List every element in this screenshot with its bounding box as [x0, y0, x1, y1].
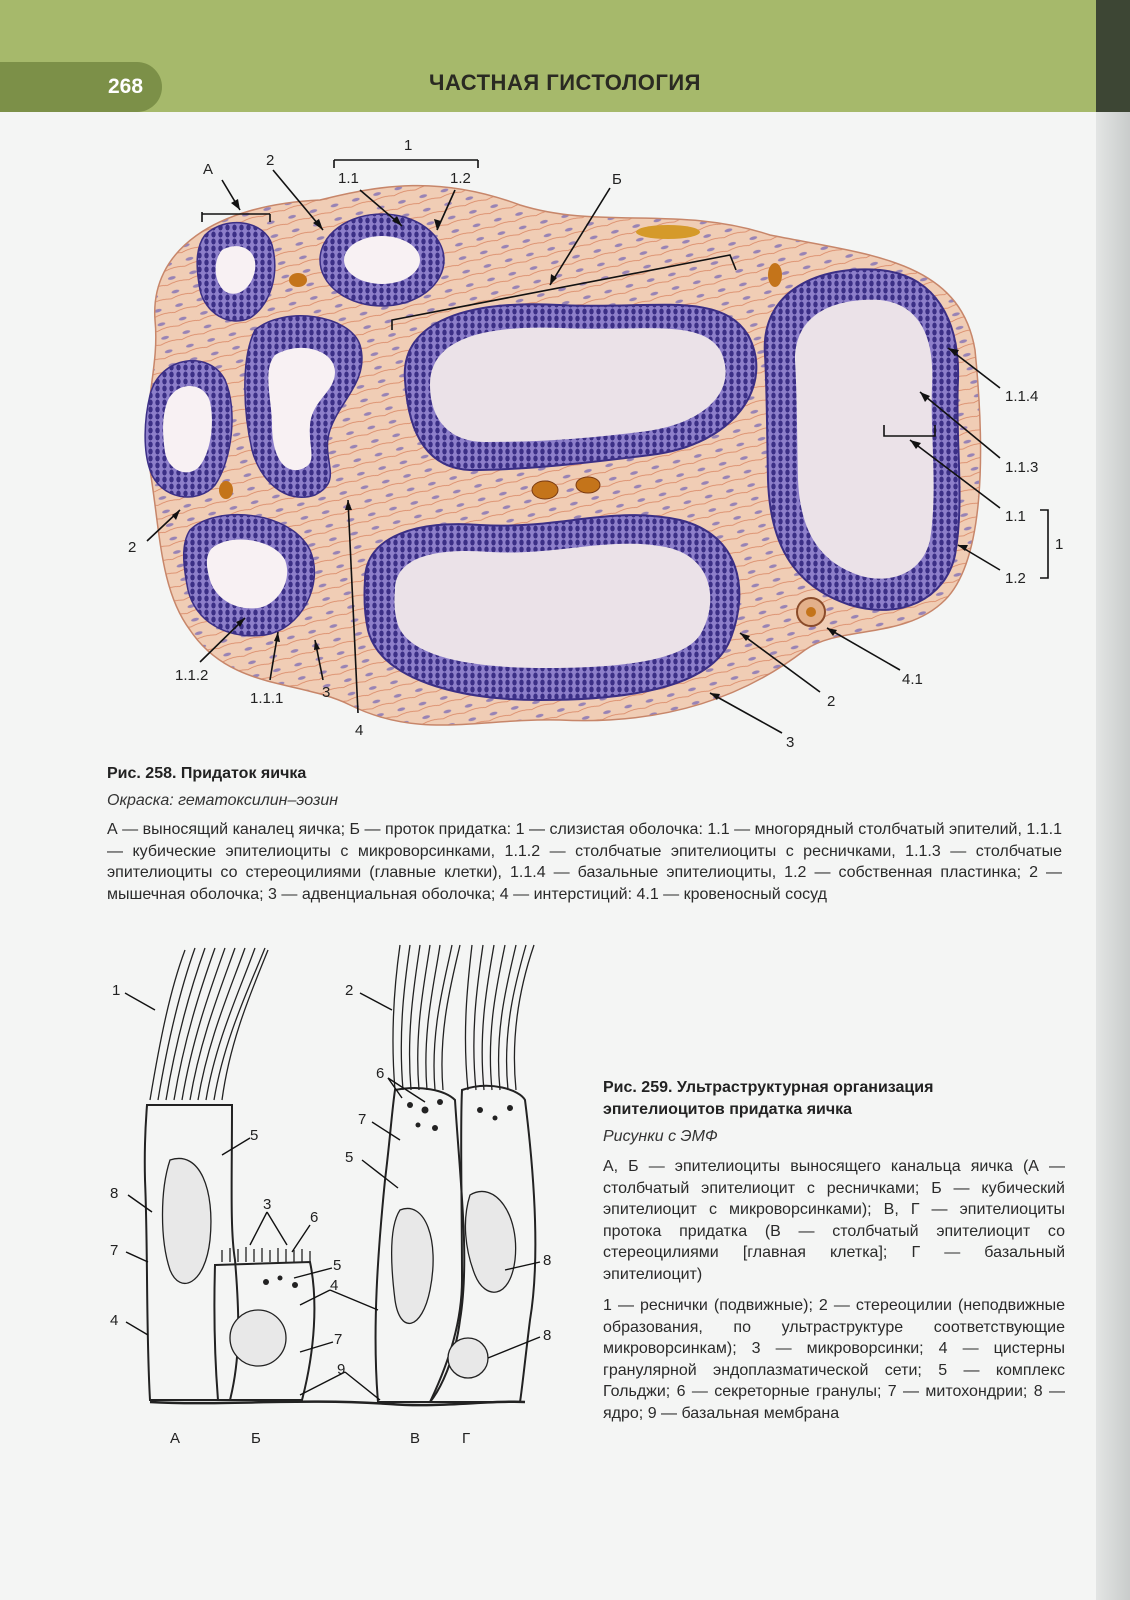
figure-258-epididymis-section — [95, 130, 1085, 750]
label-259-8a: 8 — [110, 1185, 119, 1202]
label-1-2-right: 1.2 — [1005, 570, 1026, 587]
label-259-4a: 4 — [110, 1312, 119, 1329]
label-259-8b: 8 — [543, 1252, 552, 1269]
page-gutter — [1096, 112, 1130, 1600]
label-1-1-top: 1.1 — [338, 170, 359, 187]
figure-258-title: Рис. 258. Придаток яичка — [107, 765, 307, 782]
label-259-7c: 7 — [358, 1111, 367, 1128]
label-4: 4 — [355, 722, 364, 739]
figure-259-epithelial-cells — [95, 935, 580, 1460]
label-259-5b: 5 — [333, 1257, 342, 1274]
label-1-1-3: 1.1.3 — [1005, 459, 1039, 476]
label-259-V: В — [410, 1430, 421, 1447]
label-259-2: 2 — [345, 982, 354, 999]
label-B: Б — [612, 171, 622, 188]
figure-258-stain: Окраска: гематоксилин–эозин — [107, 792, 339, 809]
figure-259-description: А, Б — эпителиоциты выносящего канальца яичка (А — столбчатый эпителиоцит с ресничками; Б — кубический эпителиоцит с микроворсинками); В, Г — эпителиоциты протока придатка (В — столбчатый эпителиоцит со стереоцилиями [главная клетка]; Г — базальный эпителиоцит) — [603, 1158, 1065, 1283]
label-259-6a: 6 — [310, 1209, 319, 1226]
label-259-5c: 5 — [345, 1149, 354, 1166]
page-number: 268 — [0, 62, 162, 112]
label-259-4b: 4 — [330, 1277, 339, 1294]
label-1-top: 1 — [404, 137, 413, 154]
label-1-2-top: 1.2 — [450, 170, 471, 187]
figure-259-method: Рисунки с ЭМФ — [603, 1128, 718, 1145]
figure-259-title: Рис. 259. Ультраструктурная организация эпителиоцитов придатка яичка — [603, 1079, 934, 1118]
label-1-1-4: 1.1.4 — [1005, 388, 1039, 405]
label-259-5a: 5 — [250, 1127, 259, 1144]
label-259-7a: 7 — [110, 1242, 119, 1259]
label-2-bottom: 2 — [827, 693, 836, 710]
label-1-1-right: 1.1 — [1005, 508, 1026, 525]
figure-258-legend: А — выносящий каналец яичка; Б — проток придатка: 1 — слизистая оболочка: 1.1 — многорядный столбчатый эпителий, 1.1.1 — кубические эпителиоциты с микроворсинками, 1.1.2 — столбчатые эпителиоциты с ресничками, 1.1.3 — столбчатые эпителиоциты со стереоцилиями (главные клетки), 1.1.4 — базальные эпителиоциты, 1.2 — собственная пластинка; 2 — мышечная оболочка; 3 — адвенциальная оболочка; 4 — интерстиций: 4.1 — кровеносный сосуд — [107, 821, 1062, 903]
label-259-A: А — [170, 1430, 181, 1447]
label-3-left: 3 — [322, 684, 331, 701]
label-259-B: Б — [251, 1430, 261, 1447]
label-1-1-2: 1.1.2 — [175, 667, 209, 684]
label-259-8c: 8 — [543, 1327, 552, 1344]
label-A: А — [203, 161, 214, 178]
running-title: ЧАСТНАЯ ГИСТОЛОГИЯ — [428, 70, 701, 95]
label-259-6b: 6 — [376, 1065, 385, 1082]
figure-259-legend: 1 — реснички (подвижные); 2 — стереоцилии (неподвижные образования, по ультраструктуре соответствующие микроворсинкам); 3 — микроворсинки; 4 — цистерны гранулярной эндоплазматической сети; 5 — комплекс Гольджи; 6 — секреторные гранулы; 7 — митохондрии; 8 — ядро; 9 — базальная мембрана — [603, 1297, 1065, 1422]
label-259-G: Г — [462, 1430, 471, 1447]
label-259-7b: 7 — [334, 1331, 343, 1348]
label-4-1: 4.1 — [902, 671, 923, 688]
label-259-9: 9 — [337, 1361, 346, 1378]
label-3-bottom: 3 — [786, 734, 795, 750]
label-1-1-1: 1.1.1 — [250, 690, 284, 707]
label-259-1: 1 — [112, 982, 121, 999]
label-1-right: 1 — [1055, 536, 1064, 553]
label-259-3: 3 — [263, 1196, 272, 1213]
label-2-top: 2 — [266, 152, 275, 169]
label-2-left: 2 — [128, 539, 137, 556]
